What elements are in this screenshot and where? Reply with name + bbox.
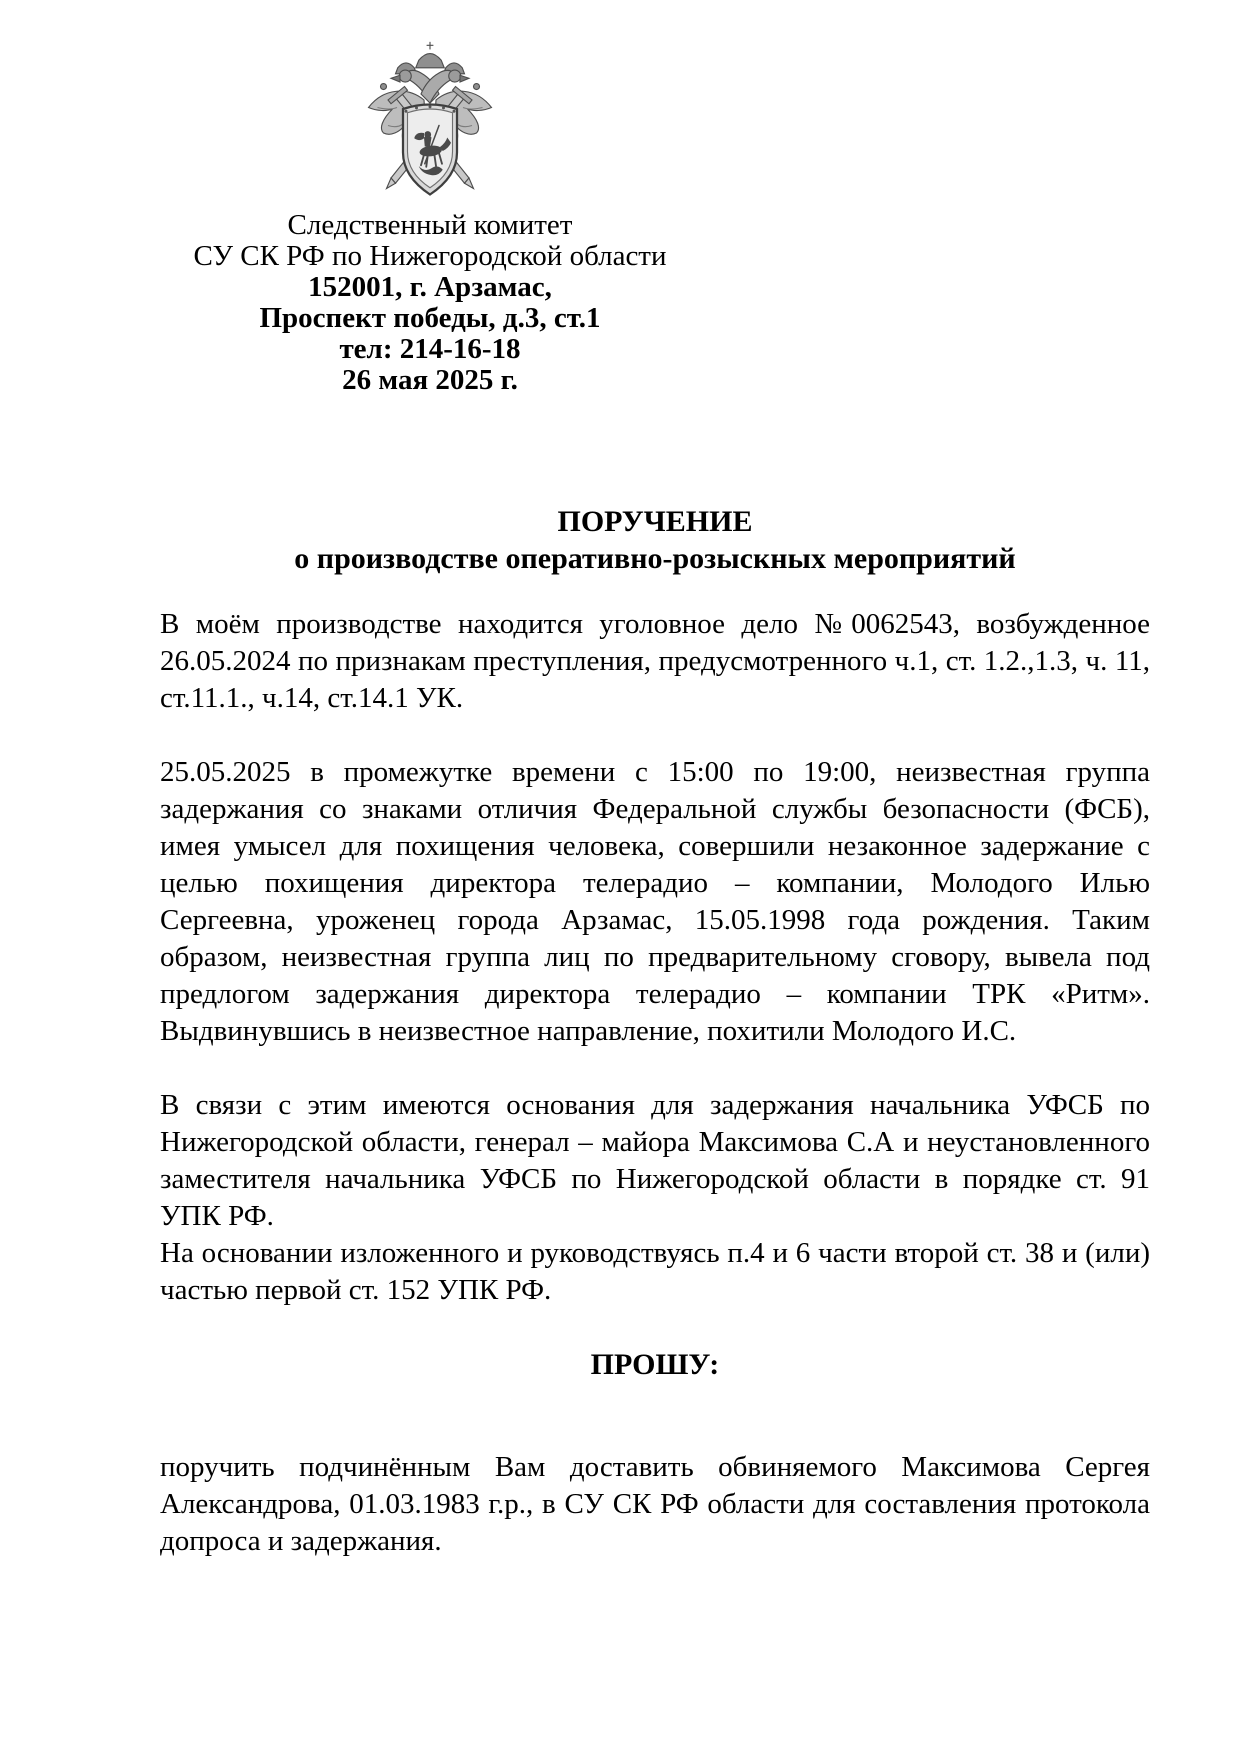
org-address-line2: Проспект победы, д.3, ст.1 xyxy=(259,302,601,334)
org-address-line1: 152001, г. Арзамас, xyxy=(308,271,552,303)
paragraph-request: поручить подчинённым Вам доставить обвиняемого Максимова Сергея Александрова, 01.03.1983 г.р., в СУ СК РФ области для составления протокола допроса и задержания. xyxy=(160,1451,1150,1557)
paragraph-grounds: В связи с этим имеются основания для задержания начальника УФСБ по Нижегородской области, генерал – майора Максимова С.А и неустановленного заместителя начальника УФСБ по Нижегородской области в порядке ст. 91 УПК РФ. xyxy=(160,1089,1150,1232)
document-title: ПОРУЧЕНИЕ xyxy=(557,505,753,538)
investigative-committee-emblem xyxy=(150,40,710,204)
org-phone: тел: 214-16-18 xyxy=(339,333,521,365)
paragraph-case-info: В моём производстве находится уголовное дело №0062543, возбужденное 26.05.2024 по признакам преступления, предусмотренного ч.1, ст. 1.2.,1.3, ч. 11, ст.11.1., ч.14, ст.14.1 УК. xyxy=(160,608,1150,714)
org-name-line1: Следственный комитет xyxy=(287,209,573,241)
paragraph-legal-basis: На основании изложенного и руководствуясь п.4 и 6 части второй ст. 38 и (или) частью первой ст. 152 УПК РФ. xyxy=(160,1237,1150,1306)
title-block xyxy=(160,503,1150,577)
document-subtitle: о производстве оперативно-розыскных мероприятий xyxy=(294,542,1016,575)
org-name-line2: СУ СК РФ по Нижегородской области xyxy=(193,240,667,272)
letterhead xyxy=(150,40,710,396)
document-date: 26 мая 2025 г. xyxy=(342,364,518,396)
paragraph-incident: 25.05.2025 в промежутке времени с 15:00 по 19:00, неизвестная группа задержания со знаками отличия Федеральной службы безопасности (ФСБ), имея умысел для похищения человека, совершили незаконное задержание с целью похищения директора телерадио – компании, Молодого Илью Сергеевна, уроженец города Арзамас, 15.05.1998 года рождения. Таким образом, неизвестная группа лиц по предварительному сговору, вывела под предлогом задержания директора телерадио – компании ТРК «Ритм». Выдвинувшись в неизвестное направление, похитили Молодого И.С. xyxy=(160,756,1150,1047)
document-body xyxy=(160,606,1150,1597)
request-heading: ПРОШУ: xyxy=(590,1348,720,1381)
